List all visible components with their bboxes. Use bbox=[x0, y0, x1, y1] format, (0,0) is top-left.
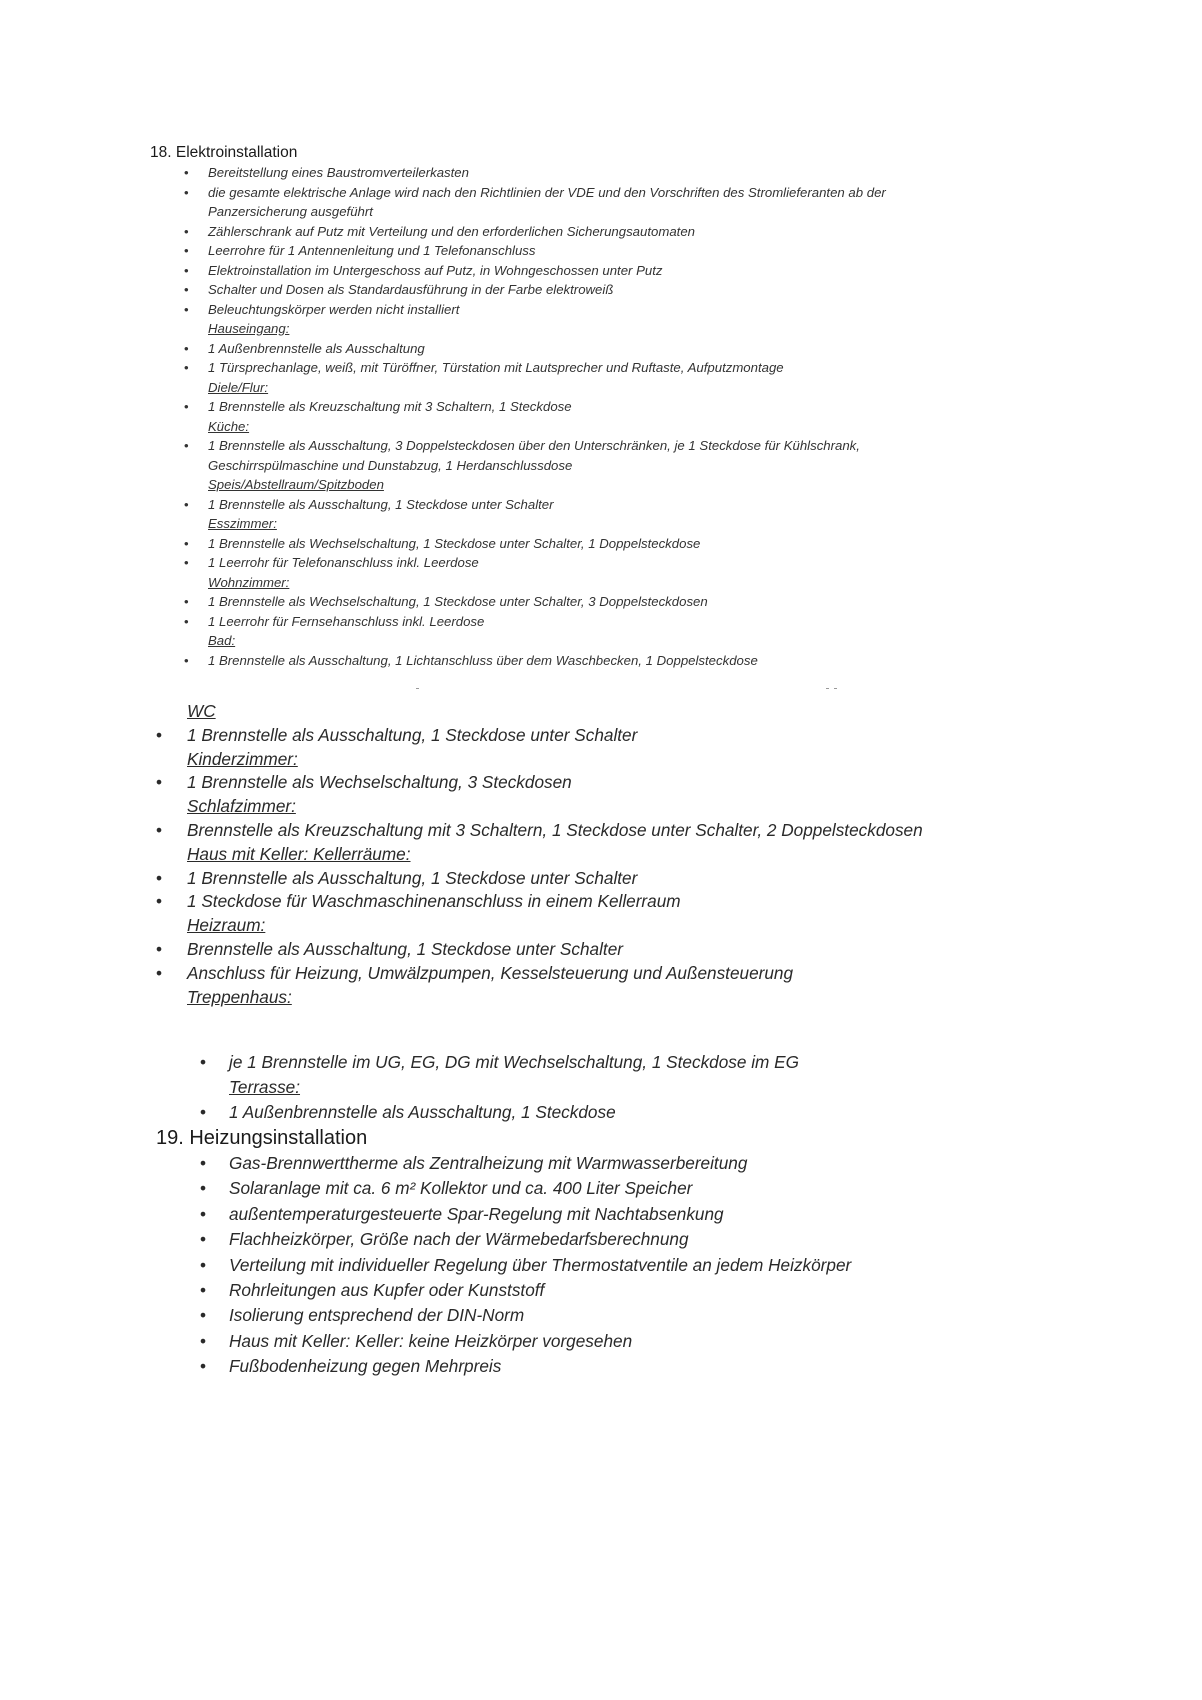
room-subheading: Heizraum: bbox=[187, 915, 266, 936]
list-item: • die gesamte elektrische Anlage wird nach den Richtlinien der VDE und den Vorschriften des Stromlieferanten ab der bbox=[150, 183, 886, 203]
list-item: • 1 Brennstelle als Ausschaltung, 1 Steckdose unter Schalter bbox=[156, 724, 923, 748]
section-19-list bbox=[156, 1151, 851, 1380]
scan-cut-divider bbox=[150, 688, 830, 689]
list-item: • Beleuchtungskörper werden nicht installiert bbox=[150, 300, 886, 320]
list-item: • Haus mit Keller: Keller: keine Heizkörper vorgesehen bbox=[156, 1329, 851, 1354]
list-item: • Brennstelle als Kreuzschaltung mit 3 Schaltern, 1 Steckdose unter Schalter, 2 Doppelsteckdosen bbox=[156, 819, 923, 843]
list-item: • Verteilung mit individueller Regelung über Thermostatventile an jedem Heizkörper bbox=[156, 1253, 851, 1278]
list-item: • 1 Brennstelle als Kreuzschaltung mit 3 Schaltern, 1 Steckdose bbox=[150, 397, 886, 417]
section-18-list bbox=[150, 163, 886, 670]
list-item: • Fußbodenheizung gegen Mehrpreis bbox=[156, 1354, 851, 1379]
list-item: • außentemperaturgesteuerte Spar-Regelung mit Nachtabsenkung bbox=[156, 1202, 851, 1227]
list-item: • Gas-Brennwerttherme als Zentralheizung mit Warmwasserbereitung bbox=[156, 1151, 851, 1176]
list-item: Panzersicherung ausgeführt bbox=[208, 204, 373, 219]
list-item: • Solaranlage mit ca. 6 m² Kollektor und ca. 400 Liter Speicher bbox=[156, 1176, 851, 1201]
section-18-end-list bbox=[156, 1050, 799, 1125]
list-item: • 1 Brennstelle als Ausschaltung, 1 Steckdose unter Schalter bbox=[150, 495, 886, 515]
list-item: • 1 Türsprechanlage, weiß, mit Türöffner, Türstation mit Lautsprecher und Ruftaste, Aufputzmontage bbox=[150, 358, 886, 378]
room-subheading: Treppenhaus: bbox=[187, 986, 292, 1007]
list-item: • 1 Leerrohr für Fernsehanschluss inkl. Leerdose bbox=[150, 612, 886, 632]
list-item: • Leerrohre für 1 Antennenleitung und 1 Telefonanschluss bbox=[150, 241, 886, 261]
section-19-heading: 19. Heizungsinstallation bbox=[156, 1127, 368, 1149]
room-subheading: Speis/Abstellraum/Spitzboden bbox=[208, 477, 384, 492]
list-item: • Elektroinstallation im Untergeschoss auf Putz, in Wohngeschossen unter Putz bbox=[150, 261, 886, 281]
room-subheading: Diele/Flur: bbox=[208, 379, 269, 395]
room-subheading: Wohnzimmer: bbox=[208, 574, 290, 590]
list-item: • 1 Leerrohr für Telefonanschluss inkl. Leerdose bbox=[150, 553, 886, 573]
section-18-continued bbox=[156, 700, 923, 1009]
room-subheading: Schlafzimmer: bbox=[187, 796, 296, 817]
list-item: • Flachheizkörper, Größe nach der Wärmebedarfsberechnung bbox=[156, 1227, 851, 1252]
room-subheading: Hauseingang: bbox=[208, 321, 290, 336]
section-18-continued-list bbox=[156, 700, 923, 1009]
list-item: • Zählerschrank auf Putz mit Verteilung und den erforderlichen Sicherungsautomaten bbox=[150, 222, 886, 242]
list-item: • Bereitstellung eines Baustromverteilerkasten bbox=[150, 163, 886, 183]
list-item: • 1 Brennstelle als Ausschaltung, 1 Lichtanschluss über dem Waschbecken, 1 Doppelsteckdose bbox=[150, 651, 886, 671]
list-item: • 1 Außenbrennstelle als Ausschaltung, 1 Steckdose bbox=[156, 1100, 799, 1125]
list-item: • Schalter und Dosen als Standardausführung in der Farbe elektroweiß bbox=[150, 280, 886, 300]
section-18-end bbox=[156, 1050, 799, 1125]
list-item: • je 1 Brennstelle im UG, EG, DG mit Wechselschaltung, 1 Steckdose im EG bbox=[156, 1050, 799, 1075]
list-item: • Isolierung entsprechend der DIN-Norm bbox=[156, 1303, 851, 1328]
room-subheading: Kinderzimmer: bbox=[187, 748, 298, 769]
list-item: • 1 Brennstelle als Wechselschaltung, 1 Steckdose unter Schalter, 3 Doppelsteckdosen bbox=[150, 592, 886, 612]
list-item: • Brennstelle als Ausschaltung, 1 Steckdose unter Schalter bbox=[156, 938, 923, 962]
room-subheading: Küche: bbox=[208, 418, 250, 434]
list-item: • Anschluss für Heizung, Umwälzpumpen, Kesselsteuerung und Außensteuerung bbox=[156, 962, 923, 986]
list-item: Geschirrspülmaschine und Dunstabzug, 1 Herdanschlussdose bbox=[208, 457, 573, 473]
room-subheading: WC bbox=[187, 701, 216, 721]
list-item: • 1 Brennstelle als Wechselschaltung, 3 Steckdosen bbox=[156, 771, 923, 795]
list-item: • 1 Steckdose für Waschmaschinenanschluss in einem Kellerraum bbox=[156, 890, 923, 914]
list-item: • 1 Außenbrennstelle als Ausschaltung bbox=[150, 339, 886, 359]
section-19 bbox=[156, 1125, 851, 1380]
list-item: • 1 Brennstelle als Ausschaltung, 3 Doppelsteckdosen über den Unterschränken, je 1 Steckdose für Kühlschrank, bbox=[150, 436, 886, 456]
list-item: • Rohrleitungen aus Kupfer oder Kunststoff bbox=[156, 1278, 851, 1303]
room-subheading: Esszimmer: bbox=[208, 516, 277, 531]
list-item: • 1 Brennstelle als Ausschaltung, 1 Steckdose unter Schalter bbox=[156, 867, 923, 891]
room-subheading: Haus mit Keller: Kellerräume: bbox=[187, 843, 411, 864]
room-subheading: Bad: bbox=[208, 633, 236, 648]
room-subheading: Terrasse: bbox=[229, 1077, 301, 1097]
list-item: • 1 Brennstelle als Wechselschaltung, 1 Steckdose unter Schalter, 1 Doppelsteckdose bbox=[150, 534, 886, 554]
section-18-heading: 18. Elektroinstallation bbox=[150, 144, 298, 161]
section-18-scan bbox=[150, 143, 886, 670]
